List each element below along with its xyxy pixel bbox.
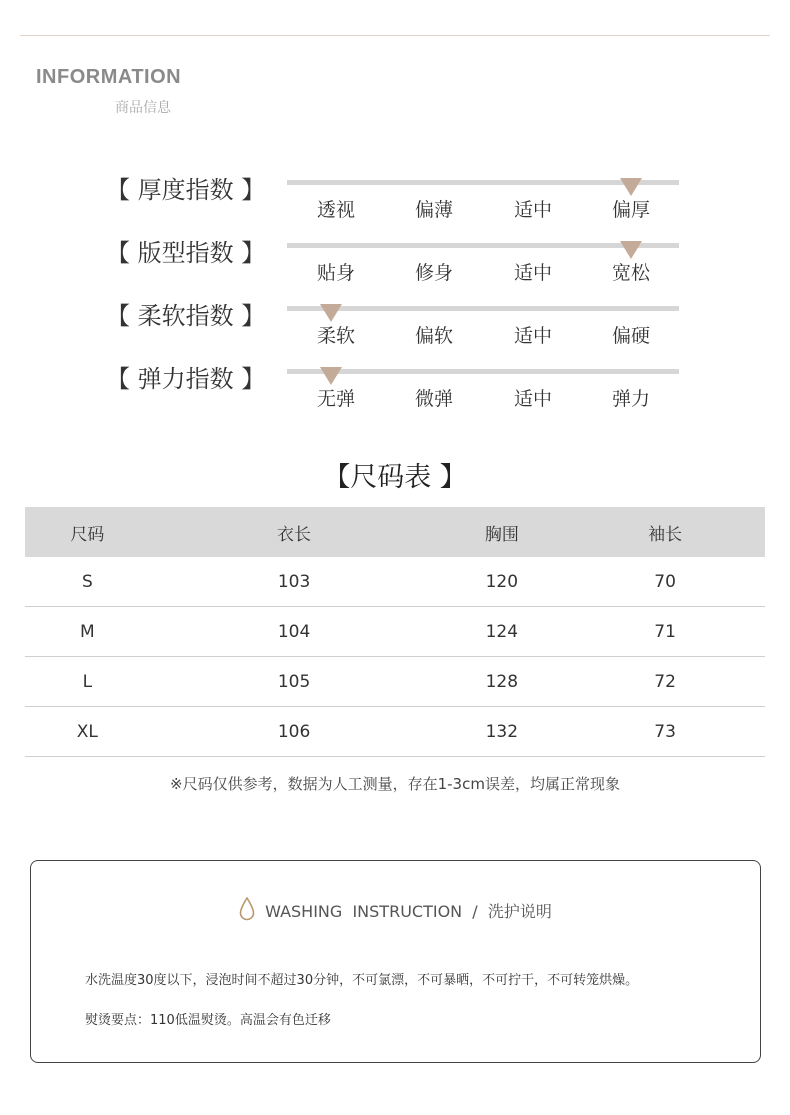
size-table [25, 507, 765, 757]
table-row [25, 607, 765, 657]
table-row [25, 557, 765, 607]
index-option: 贴身 [316, 262, 355, 284]
washing-heading-row [31, 897, 760, 925]
index-row [0, 170, 790, 230]
index-option: 无弹 [316, 388, 355, 410]
index-option: 宽松 [611, 262, 650, 284]
index-marker [320, 367, 342, 385]
cell-sleeve: 72 [565, 657, 765, 707]
index-option: 修身 [414, 262, 453, 284]
table-row [25, 657, 765, 707]
index-row [0, 233, 790, 293]
section-subtitle: 商品信息 [115, 100, 171, 116]
index-scale-bar [287, 369, 679, 374]
size-table-header [25, 507, 765, 557]
index-row [0, 359, 790, 419]
section-title: INFORMATION [36, 66, 182, 88]
index-option: 偏硬 [611, 325, 650, 347]
header-length: 衣长 [150, 507, 439, 557]
index-option: 透视 [316, 199, 355, 221]
cell-sleeve: 71 [565, 607, 765, 657]
index-option: 适中 [513, 388, 552, 410]
size-note: ※尺码仅供参考，数据为人工测量，存在1-3cm误差，均属正常现象 [170, 775, 620, 793]
table-row [25, 707, 765, 757]
washing-heading: WASHING INSTRUCTION / 洗护说明 [265, 902, 552, 921]
index-scale-bar [287, 306, 679, 311]
index-option: 适中 [513, 325, 552, 347]
cell-length: 106 [150, 707, 439, 757]
index-label: 【 厚度指数 】 [106, 176, 266, 204]
index-option: 适中 [513, 199, 552, 221]
cell-sleeve: 70 [565, 557, 765, 607]
cell-size: L [25, 657, 150, 707]
cell-length: 103 [150, 557, 439, 607]
cell-chest: 124 [438, 607, 565, 657]
washing-line-1: 水洗温度30度以下，浸泡时间不超过30分钟，不可氯漂，不可暴晒，不可拧干，不可转笼烘燥。 [85, 973, 639, 988]
cell-chest: 128 [438, 657, 565, 707]
index-option: 适中 [513, 262, 552, 284]
washing-instructions-box [30, 860, 761, 1063]
water-drop-icon [239, 897, 255, 925]
index-option: 柔软 [316, 325, 355, 347]
cell-size: M [25, 607, 150, 657]
cell-length: 104 [150, 607, 439, 657]
washing-line-2: 熨烫要点：110低温熨烫。高温会有色迁移 [85, 1013, 331, 1028]
index-option: 弹力 [611, 388, 650, 410]
size-chart-title: 【尺码表 】 [323, 462, 467, 493]
index-marker [620, 241, 642, 259]
index-option: 偏薄 [414, 199, 453, 221]
index-row [0, 296, 790, 356]
index-option: 偏软 [414, 325, 453, 347]
header-size: 尺码 [25, 507, 150, 557]
cell-chest: 132 [438, 707, 565, 757]
cell-size: XL [25, 707, 150, 757]
index-marker [620, 178, 642, 196]
top-divider [20, 35, 770, 36]
header-chest: 胸围 [438, 507, 565, 557]
index-label: 【 版型指数 】 [106, 239, 266, 267]
index-option: 微弹 [414, 388, 453, 410]
cell-size: S [25, 557, 150, 607]
index-marker [320, 304, 342, 322]
index-label: 【 弹力指数 】 [106, 365, 266, 393]
header-sleeve: 袖长 [565, 507, 765, 557]
index-option: 偏厚 [611, 199, 650, 221]
cell-chest: 120 [438, 557, 565, 607]
cell-sleeve: 73 [565, 707, 765, 757]
cell-length: 105 [150, 657, 439, 707]
index-label: 【 柔软指数 】 [106, 302, 266, 330]
